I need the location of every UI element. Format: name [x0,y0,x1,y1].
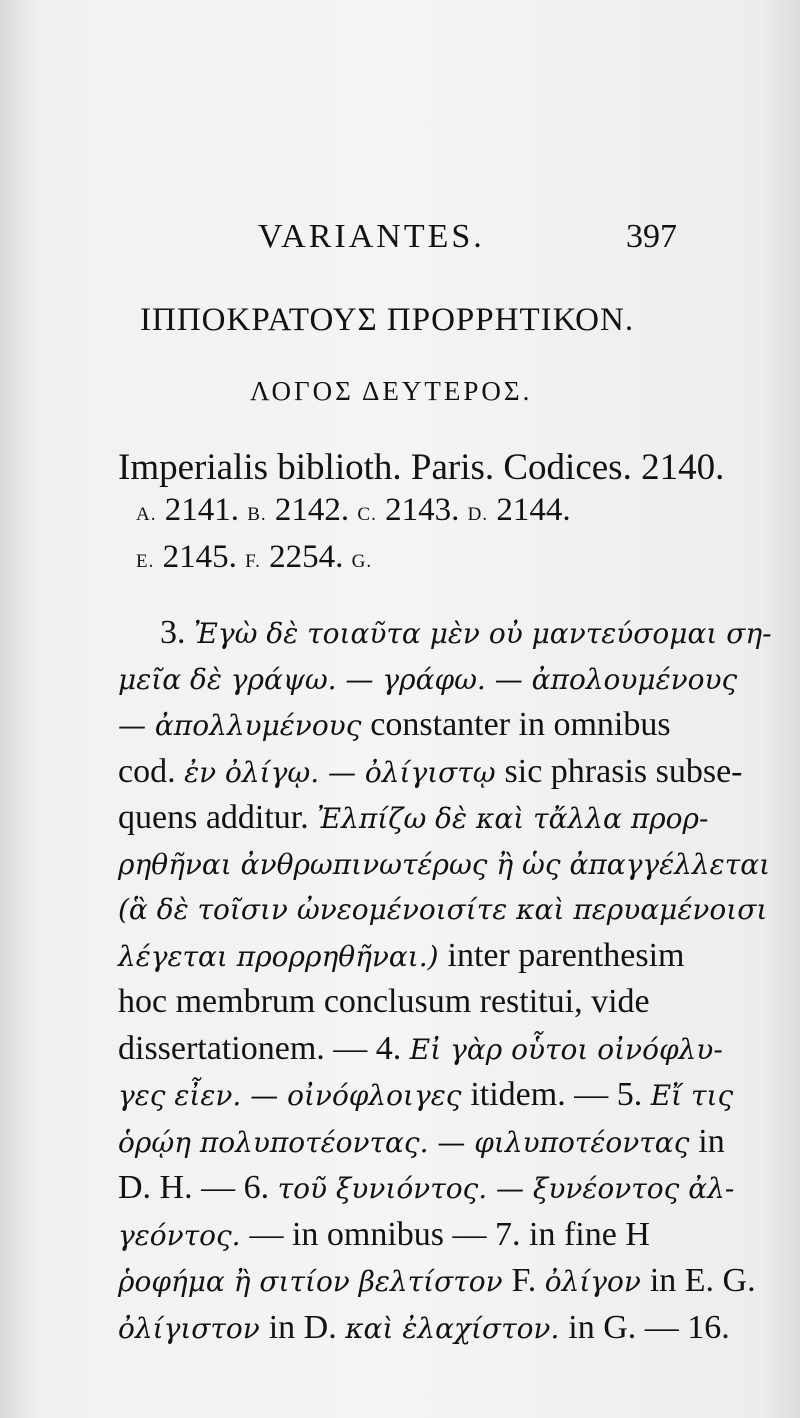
latin-text: hoc membrum conclusum restitui, vide [118,983,650,1020]
text-line [118,1119,725,1166]
codex-sigil: A. [136,504,157,525]
greek-text: Ἐλπίζω δὲ καὶ τἄλλα προρ- [317,802,709,835]
greek-text: ρηθῆναι ἀνθρωπινωτέρως ἢ ὡς ἀπαγγέλλεται [118,847,771,881]
variant-notes [118,610,772,1351]
latin-text: — in omnibus — 7. in fine [249,1215,626,1253]
latin-text: cod. [118,752,185,790]
codex-sigil: G. [351,551,373,572]
greek-text: Ἐγὼ δὲ τοιαῦτα μὲν οὐ μαντεύσομαι ση- [194,617,772,650]
latin-text: in D. [268,1308,346,1346]
text-line [118,1212,713,1259]
codex-number: 2145. [154,539,246,575]
greek-text: — ἀπολλυμένους [118,709,371,742]
codex-number: 2143. [376,492,468,528]
latin-text: sic phrasis subse- [504,752,743,790]
greek-text: (ἃ δὲ τοῖσιν ὠνεομένοισίτε καὶ περυαμένοισι [118,893,768,926]
text-line [118,749,743,796]
greek-text: ὀλίγον [544,1265,650,1298]
greek-text: ἐν ὀλίγῳ. — ὀλίγιστῳ [184,755,505,789]
text-line [118,1072,734,1119]
text-line [118,1258,756,1305]
codex-sigil: C. [357,504,377,525]
greek-text: γεόντος. [118,1218,250,1252]
text-line [118,610,772,657]
codex-number: 2254. [260,539,352,575]
greek-text: τοῦ ξυνιόντος. — ξυνέοντος ἀλ- [277,1172,735,1205]
latin-text: F. [511,1262,545,1299]
codex-number: 2141. [156,492,248,528]
text-line [118,1165,735,1212]
latin-text: D. H. — 6. [118,1169,278,1206]
latin-text: dissertationem. — 4. [118,1029,410,1067]
text-line [118,979,713,1026]
text-line [118,657,738,703]
greek-text: Εἰ γὰρ οὗτοι οἰνόφλυ- [409,1032,723,1066]
text-line [118,1026,723,1073]
running-head [118,218,718,264]
codex-sigil: D. [467,504,489,525]
text-line [118,933,713,980]
section-title: ΙΠΠΟΚΡΑΤΟΥΣ ΠΡΟΡΡΗΤΙΚΟΝ. [140,302,635,338]
codices-list-line [136,536,718,583]
latin-text: 3. [160,614,194,651]
codex-sigil: E. [136,551,155,572]
text-line [118,795,713,842]
codex-number: 2142. [266,492,358,528]
greek-text: Εἴ τις [650,1079,734,1112]
codices-list-line [136,489,718,536]
latin-text: constanter in omnibus [370,706,671,743]
latin-text: quens additur. [118,799,318,836]
latin-text: itidem. — 5. [470,1076,651,1113]
greek-text: ῥοφήμα ἢ σιτίον βελτίστον [118,1265,512,1298]
page-number: 397 [626,218,677,255]
codices-header [118,447,725,583]
section-subtitle: ΛΟΓΟΣ ΔΕΥΤΕΡΟΣ. [250,376,533,406]
latin-text: inter parenthesim [447,936,685,974]
text-line [118,887,768,933]
greek-text: μεῖα δὲ γράψω. — γράφω. — ἀπολουμένους [118,662,738,696]
text-line [118,1305,730,1352]
greek-text: ὁρῴη πολυποτέοντας. — φιλυποτέοντας [118,1125,699,1159]
codices-line: Imperialis biblioth. Paris. Codices. 2140. [118,447,725,488]
greek-text: καὶ ἐλαχίστον. [345,1311,569,1345]
latin-text: in G. — 16. [568,1308,730,1346]
running-head-title: VARIANTES. [258,218,485,255]
greek-text: γες εἶεν. — οἰνόφλοιγες [118,1079,471,1112]
greek-text: ὀλίγιστον [118,1311,269,1345]
latin-text: in E. G. [649,1262,756,1299]
latin-text: H [625,1215,650,1253]
text-line [118,702,713,749]
greek-text: λέγεται προρρηθῆναι.) [118,939,448,973]
latin-text: in [698,1122,725,1160]
text-line [118,842,771,888]
codex-sigil: B. [247,504,267,525]
codex-number: 2144. [488,492,571,528]
codex-sigil: F. [245,551,261,572]
